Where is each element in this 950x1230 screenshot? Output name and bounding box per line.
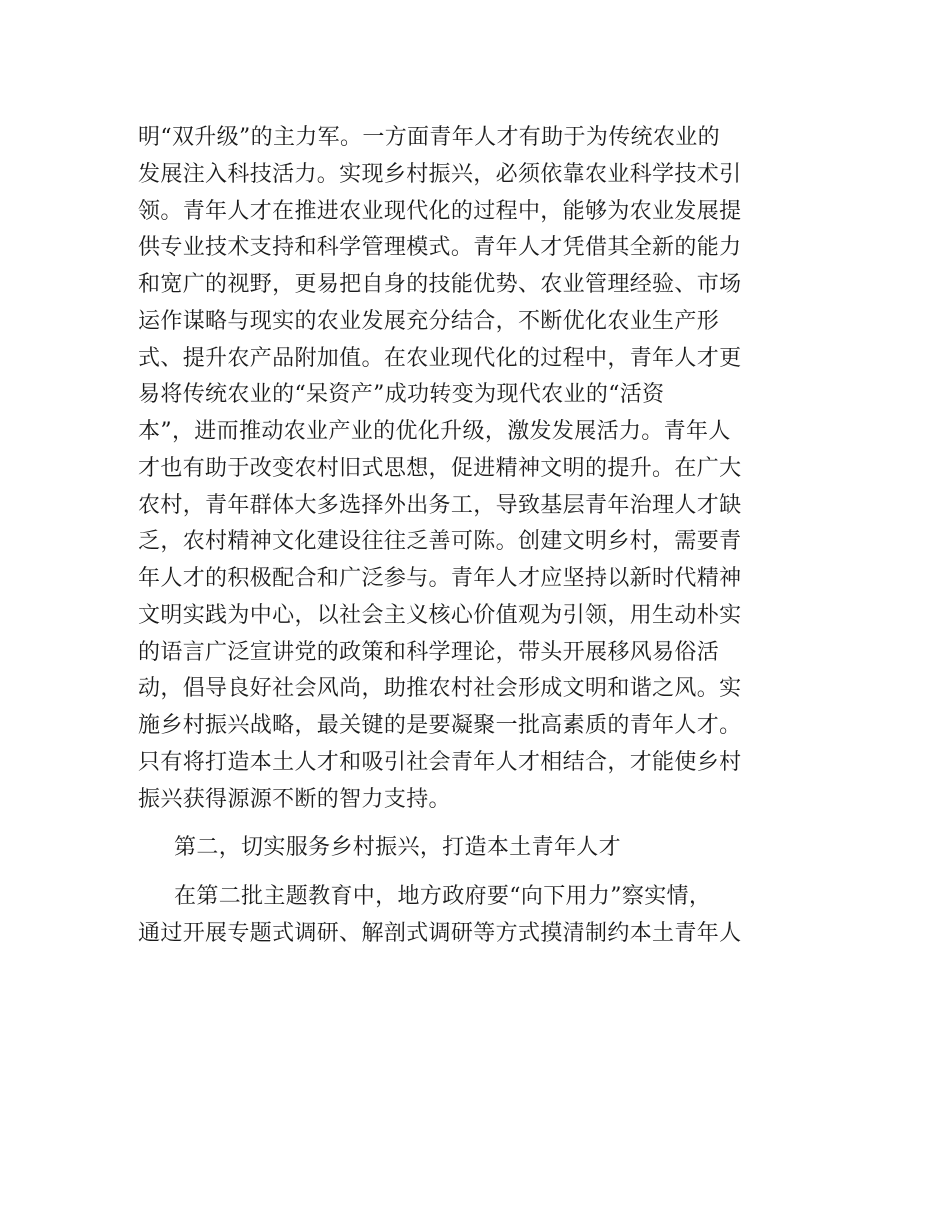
paragraph-line: 本”，进而推动农业产业的优化升级，激发发展活力。青年人 — [138, 419, 731, 444]
section-heading: 第二，切实服务乡村振兴，打造本土青年人才 — [174, 835, 622, 861]
paragraph-line: 供专业技术支持和科学管理模式。青年人才凭借其全新的能力 — [138, 235, 742, 261]
paragraph-line: 农村，青年群体大多选择外出务工，导致基层青年治理人才缺 — [138, 492, 742, 518]
paragraph-line: 和宽广的视野，更易把自身的技能优势、农业管理经验、市场 — [138, 272, 742, 297]
paragraph-line: 才也有助于改变农村旧式思想，促进精神文明的提升。在广大 — [138, 455, 742, 481]
paragraph-line: 乏，农村精神文化建设往往乏善可陈。创建文明乡村，需要青 — [138, 529, 742, 555]
paragraph-line: 运作谋略与现实的农业发展充分结合，不断优化农业生产形 — [138, 308, 720, 334]
paragraph-line: 振兴获得源源不断的智力支持。 — [138, 786, 451, 812]
paragraph-line: 的语言广泛宣讲党的政策和科学理论，带头开展移风易俗活 — [138, 639, 720, 665]
paragraph-line: 年人才的积极配合和广泛参与。青年人才应坚持以新时代精神 — [138, 566, 742, 591]
paragraph-line: 通过开展专题式调研、解剖式调研等方式摸清制约本土青年人 — [138, 920, 742, 946]
paragraph-line: 在第二批主题教育中，地方政府要“向下用力”察实情， — [174, 884, 712, 909]
paragraph-line: 式、提升农产品附加值。在农业现代化的过程中，青年人才更 — [138, 345, 742, 371]
paragraph-line: 明“双升级”的主力军。一方面青年人才有助于为传统农业的 — [138, 125, 720, 150]
paragraph-line: 领。青年人才在推进农业现代化的过程中，能够为农业发展提 — [138, 198, 742, 224]
paragraph-line: 施乡村振兴战略，最关键的是要凝聚一批高素质的青年人才。 — [138, 713, 742, 738]
paragraph-line: 发展注入科技活力。实现乡村振兴，必须依靠农业科学技术引 — [138, 161, 742, 187]
paragraph-1 — [138, 120, 818, 818]
paragraph-line: 易将传统农业的“呆资产”成功转变为现代农业的“活资 — [138, 382, 665, 408]
paragraph-line: 动，倡导良好社会风尚，助推农村社会形成文明和谐之风。实 — [138, 676, 742, 702]
paragraph-line: 文明实践为中心，以社会主义核心价值观为引领，用生动朴实 — [138, 602, 742, 628]
paragraph-2 — [138, 879, 818, 953]
paragraph-line: 只有将打造本土人才和吸引社会青年人才相结合，才能使乡村 — [138, 749, 742, 775]
document-body — [138, 120, 818, 953]
